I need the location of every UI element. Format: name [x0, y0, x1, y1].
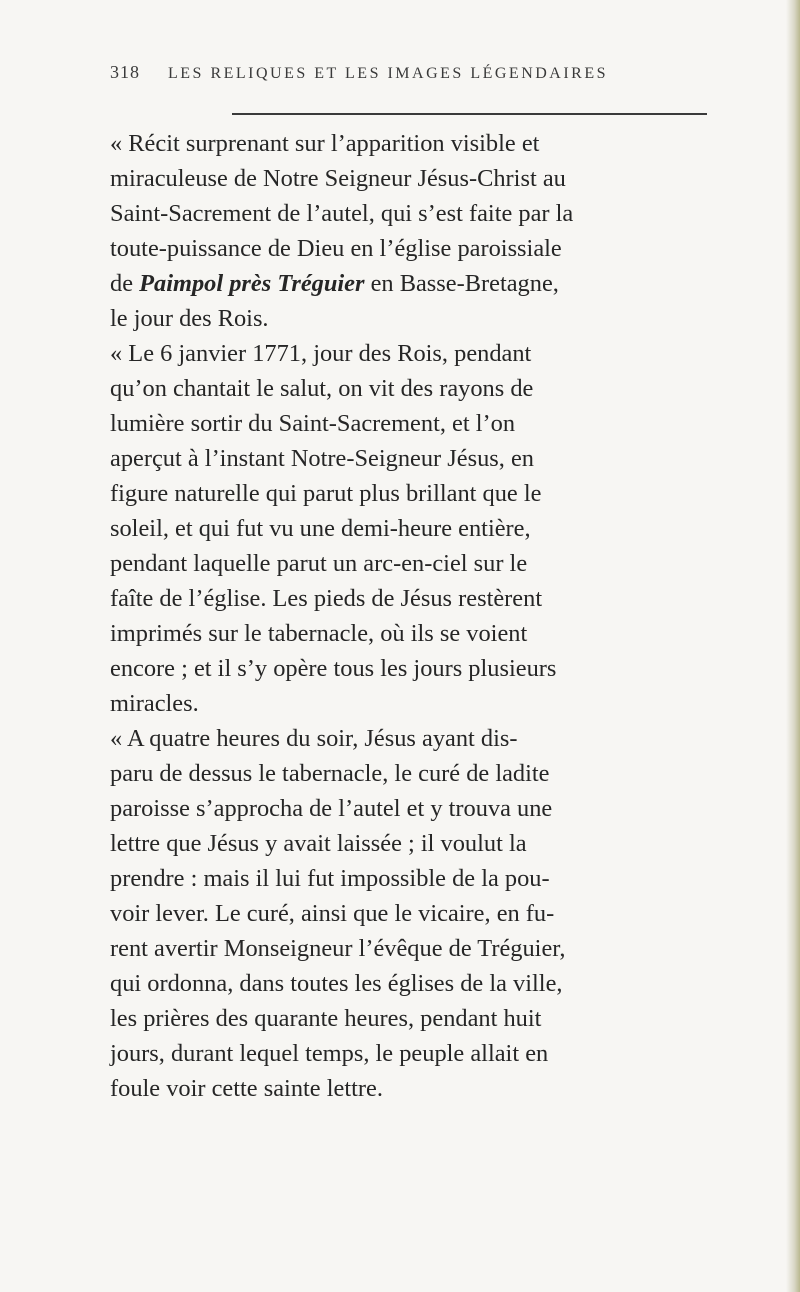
text-line: aperçut à l’instant Notre-Seigneur Jésus, en: [110, 445, 534, 472]
text-line: rent avertir Monseigneur l’évêque de Tréguier,: [110, 935, 566, 962]
text-line: de: [110, 270, 140, 297]
page-edge-shadow: [786, 0, 800, 1292]
place-name-italic: Paimpol près Tréguier: [139, 270, 365, 297]
text-line: paru de dessus le tabernacle, le curé de ladite: [110, 760, 550, 787]
text-line: lumière sortir du Saint-Sacrement, et l’on: [110, 410, 516, 437]
text-line: voir lever. Le curé, ainsi que le vicaire, en fu-: [110, 900, 555, 927]
text-line: faîte de l’église. Les pieds de Jésus restèrent: [110, 585, 543, 612]
text-line: lettre que Jésus y avait laissée ; il voulut la: [110, 830, 527, 857]
text-line: encore ; et il s’y opère tous les jours plusieurs: [110, 655, 557, 682]
body-text: [110, 126, 720, 1106]
paragraph-2: [110, 336, 720, 721]
text-line: pendant laquelle parut un arc-en-ciel sur le: [110, 550, 528, 577]
text-line: soleil, et qui fut vu une demi-heure entière,: [110, 515, 531, 542]
paragraph-3: [110, 721, 720, 1106]
page-number: 318: [110, 62, 140, 82]
text-line: miracles.: [110, 690, 199, 717]
header-rule: [232, 113, 707, 115]
text-line: imprimés sur le tabernacle, où ils se voient: [110, 620, 528, 647]
text-line: « Récit surprenant sur l’apparition visible et: [110, 130, 540, 157]
text-line: en Basse-Bretagne,: [364, 270, 559, 297]
text-line: toute-puissance de Dieu en l’église paroissiale: [110, 235, 562, 262]
text-line: « A quatre heures du soir, Jésus ayant dis-: [110, 725, 518, 752]
page-header: [110, 62, 700, 102]
text-line: miraculeuse de Notre Seigneur Jésus-Christ au: [110, 165, 566, 192]
text-line: le jour des Rois.: [110, 305, 269, 332]
paragraph-1: [110, 126, 720, 336]
running-title: LES RELIQUES ET LES IMAGES LÉGENDAIRES: [168, 65, 609, 82]
text-line: « Le 6 janvier 1771, jour des Rois, pendant: [110, 340, 532, 367]
text-line: foule voir cette sainte lettre.: [110, 1075, 383, 1102]
text-line: paroisse s’approcha de l’autel et y trouva une: [110, 795, 553, 822]
text-line: jours, durant lequel temps, le peuple allait en: [110, 1040, 549, 1067]
text-line: les prières des quarante heures, pendant huit: [110, 1005, 542, 1032]
text-line: qu’on chantait le salut, on vit des rayons de: [110, 375, 534, 402]
text-line: prendre : mais il lui fut impossible de la pou-: [110, 865, 550, 892]
text-line: figure naturelle qui parut plus brillant que le: [110, 480, 542, 507]
text-line: Saint-Sacrement de l’autel, qui s’est faite par la: [110, 200, 574, 227]
text-line: qui ordonna, dans toutes les églises de la ville,: [110, 970, 563, 997]
